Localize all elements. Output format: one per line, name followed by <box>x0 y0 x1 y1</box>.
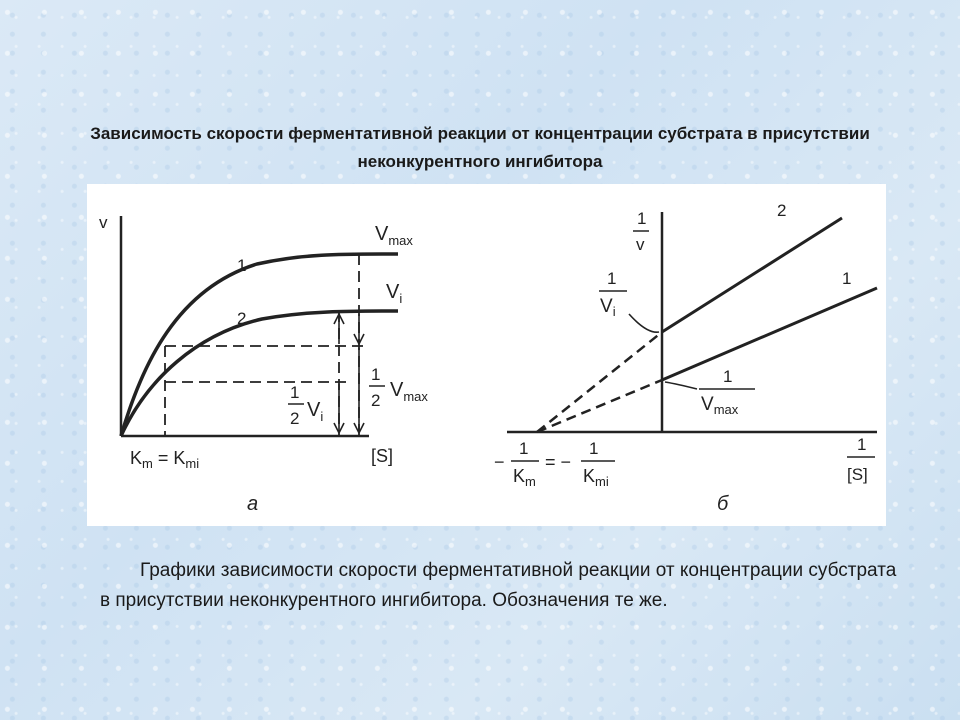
plot-b-vmax-pointer <box>665 382 697 389</box>
plot-a <box>121 216 398 436</box>
plot-b-vi-pointer <box>629 314 659 332</box>
svg-text:1: 1 <box>857 435 867 454</box>
svg-text:1: 1 <box>589 439 599 458</box>
plot-b-y-label <box>633 209 649 254</box>
plot-b-line-2-label: 2 <box>777 201 787 220</box>
svg-text:2: 2 <box>371 391 381 410</box>
plot-a-curve-1-label: 1 <box>237 256 247 275</box>
plot-a-x-label: [S] <box>371 446 394 466</box>
slide-caption <box>100 556 900 616</box>
figure-panel <box>87 184 886 526</box>
svg-text:2: 2 <box>290 409 300 428</box>
plot-b-inv-vmax-label <box>699 367 755 417</box>
svg-text:Vi: $V_i$ <box>600 296 616 319</box>
svg-text:1: 1 <box>290 383 300 402</box>
plot-a-km-label: $K_m = K_{mi}$ <box>130 448 200 471</box>
plot-b-inv-vi-label <box>599 269 627 319</box>
svg-text:1: 1 <box>637 209 647 228</box>
plot-a-panel-label: а <box>247 493 259 515</box>
plot-a-vmax-label: $V_{max}$ <box>375 223 413 248</box>
svg-text:Kmi: $K_{mi}$ <box>583 466 609 489</box>
plot-a-curve-1 <box>121 254 398 436</box>
slide-title: Зависимость скорости ферментативной реакции от концентрации субстрата в присутствии неконкурентного ингибитора <box>90 124 870 171</box>
plot-a-y-label: v <box>99 213 108 232</box>
svg-text:−: − <box>494 452 505 472</box>
svg-text:1: 1 <box>519 439 529 458</box>
plot-a-curve-2 <box>121 311 398 436</box>
plot-b-intercept-label <box>494 439 615 489</box>
figure-svg <box>87 184 886 526</box>
plot-b-line-2-extrapolation <box>537 332 662 432</box>
svg-text:Vi: $V_i$ <box>307 399 324 424</box>
svg-text:1: 1 <box>371 365 381 384</box>
plot-b-x-label <box>847 435 875 484</box>
svg-text:Vmax: $V_{max}$ <box>701 394 739 417</box>
plot-b-panel-label: б <box>717 493 729 515</box>
svg-text:[S]: [S] <box>847 465 868 484</box>
plot-a-half-vi-label <box>288 383 323 428</box>
plot-b <box>507 212 877 432</box>
svg-text:Km: $K_m$ <box>513 466 536 489</box>
plot-b-extrapolations <box>537 332 662 432</box>
plot-a-half-vmax-label <box>369 365 428 410</box>
svg-text:Vmax: $V_{max}$ <box>390 379 428 404</box>
caption-text: Графики зависимости скорости ферментативной реакции от концентрации субстрата в присутствии неконкурентного ингибитора. Обозначения те же. <box>100 560 897 611</box>
svg-text:v: v <box>636 235 645 254</box>
svg-text:= −: = − <box>545 452 572 472</box>
plot-a-curve-2-label: 2 <box>237 309 247 328</box>
plot-b-line-1-extrapolation <box>537 380 662 432</box>
plot-a-vi-label: $V_i$ <box>386 281 403 306</box>
svg-text:1: 1 <box>723 367 733 386</box>
plot-b-line-1-label: 1 <box>842 269 852 288</box>
svg-text:1: 1 <box>607 269 617 288</box>
plot-b-line-1 <box>662 288 877 380</box>
plot-a-arrows <box>334 314 364 433</box>
